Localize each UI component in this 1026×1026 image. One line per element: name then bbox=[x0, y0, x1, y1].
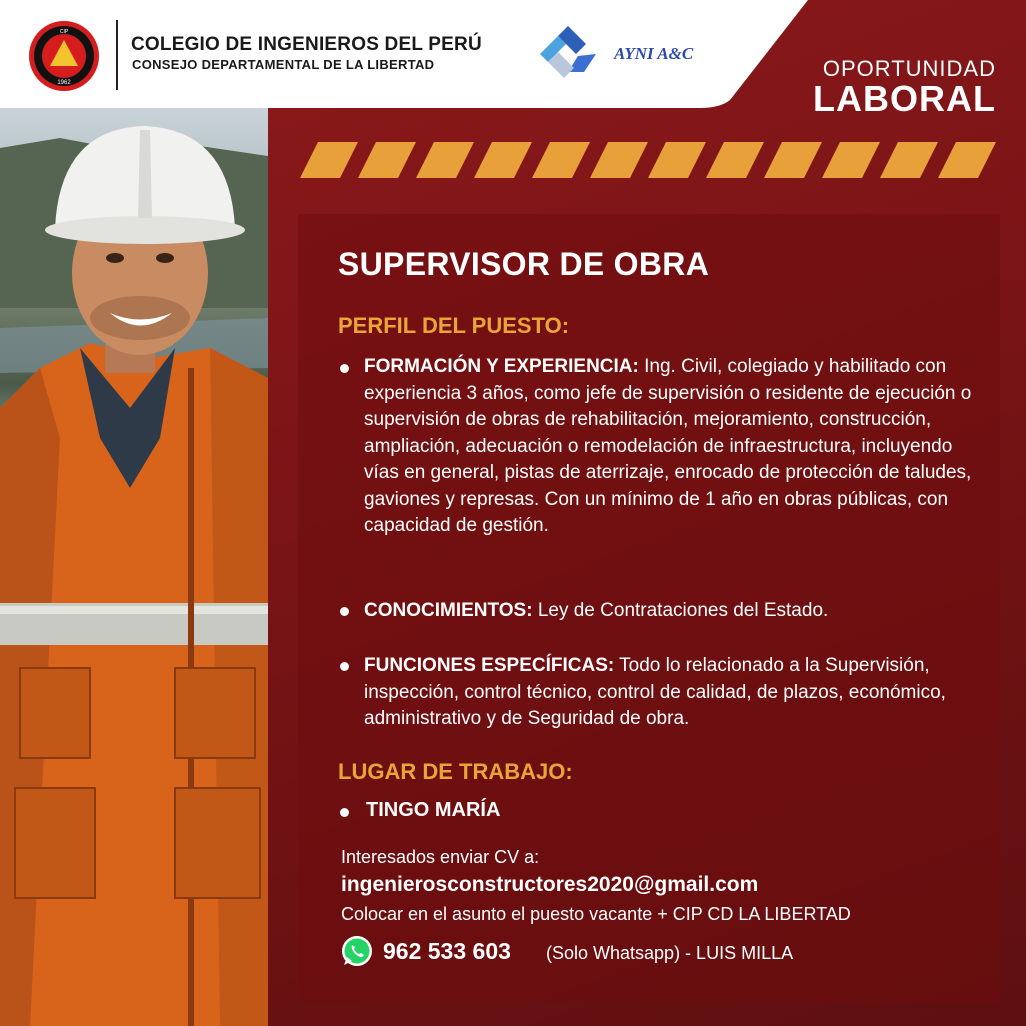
engineer-photo bbox=[0, 108, 268, 1026]
header-divider bbox=[116, 20, 118, 90]
contact-phone[interactable]: 962 533 603 bbox=[383, 938, 511, 964]
bullet-icon bbox=[340, 808, 349, 817]
org-name: COLEGIO DE INGENIEROS DEL PERÚ bbox=[131, 34, 482, 55]
subject-note: Colocar en el asunto el puesto vacante + CIP CD LA LIBERTAD bbox=[341, 904, 851, 924]
item-label: FUNCIONES ESPECÍFICAS: bbox=[364, 655, 615, 676]
partner-logo-text: AYNI A&C bbox=[614, 44, 694, 63]
bullet-icon bbox=[340, 364, 349, 373]
svg-text:CIP: CIP bbox=[59, 29, 69, 35]
hazard-stripes bbox=[300, 142, 1000, 182]
banner-small: OPORTUNIDAD bbox=[822, 56, 996, 81]
job-title: SUPERVISOR DE OBRA bbox=[338, 246, 710, 282]
org-subname: CONSEJO DEPARTAMENTAL DE LA LIBERTAD bbox=[132, 57, 435, 72]
lugar-heading: LUGAR DE TRABAJO: bbox=[338, 759, 573, 784]
bullet-icon bbox=[340, 607, 349, 616]
item-text: Ing. Civil, colegiado y habilitado con experiencia 3 años, como jefe de supervisión o residente de ejecución o supervisión de obras de rehabilitación, mejoramiento, construcción, ampliación, adecuación o remodelación de infraestructura, incluyendo vías en general, pistas de aterrizaje, enrocado de protección de taludes, gaviones y represas. Con un mínimo de 1 año en obras públicas, con capacidad de gestión. bbox=[364, 356, 972, 536]
list-item bbox=[364, 354, 974, 540]
phone-note: (Solo Whatsapp) - LUIS MILLA bbox=[546, 943, 794, 963]
item-text: Ley de Contrataciones del Estado. bbox=[532, 600, 829, 621]
list-item bbox=[364, 653, 974, 733]
cv-intro: Interesados enviar CV a: bbox=[341, 847, 540, 867]
ayni-logo-icon bbox=[534, 22, 602, 86]
list-item bbox=[364, 598, 974, 625]
banner-big: LABORAL bbox=[813, 78, 996, 119]
work-location: TINGO MARÍA bbox=[366, 799, 501, 821]
item-label: CONOCIMIENTOS: bbox=[364, 600, 533, 621]
item-label: FORMACIÓN Y EXPERIENCIA: bbox=[364, 356, 639, 377]
whatsapp-icon bbox=[340, 934, 374, 968]
contact-email[interactable]: ingenierosconstructores2020@gmail.com bbox=[341, 873, 759, 896]
svg-text:1962: 1962 bbox=[57, 80, 71, 86]
perfil-heading: PERFIL DEL PUESTO: bbox=[338, 313, 570, 338]
item-text: Todo lo relacionado a la Supervisión, inspección, control técnico, control de calidad, de plazos, económico, administrativo y de Seguridad de obra. bbox=[364, 655, 946, 729]
cip-logo-icon bbox=[28, 20, 100, 92]
bullet-icon bbox=[340, 662, 349, 671]
